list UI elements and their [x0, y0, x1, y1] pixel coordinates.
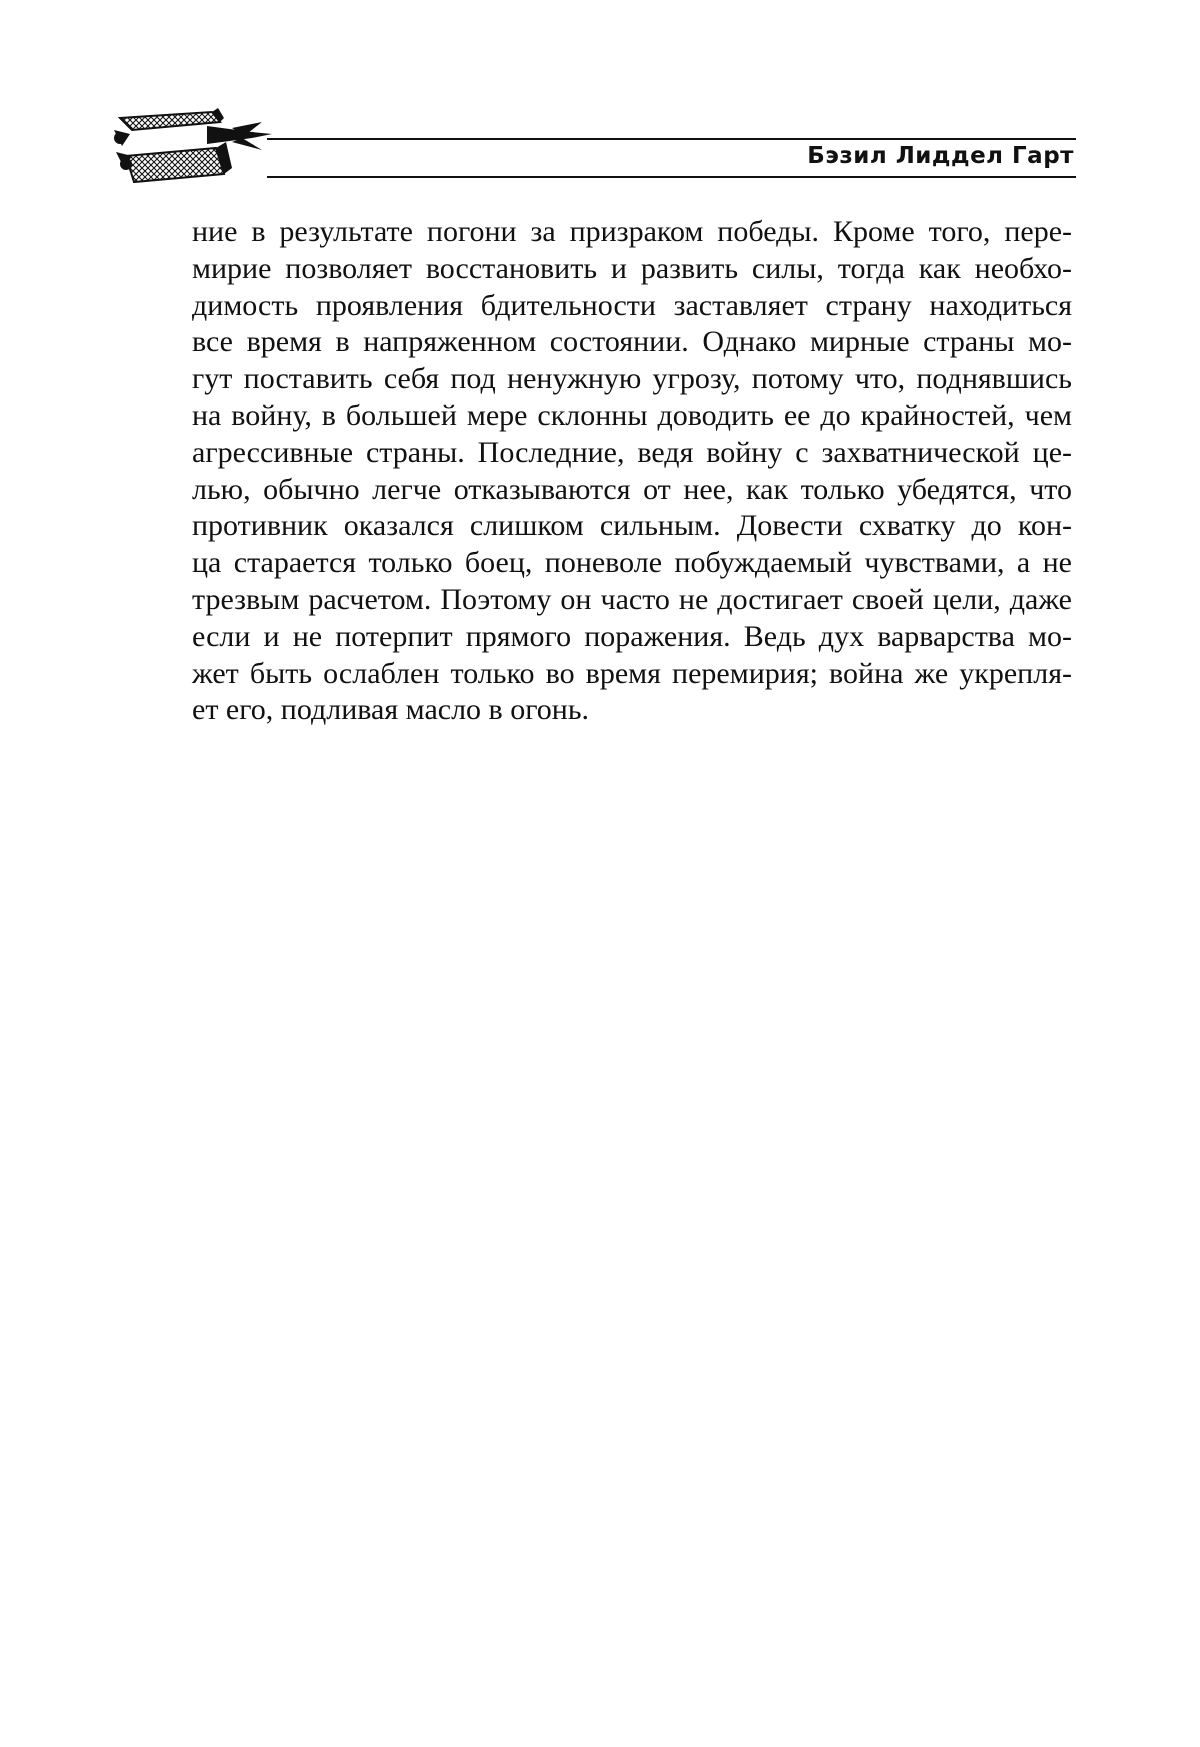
text-line: ца старается только боец, поневоле побуждаемый чувствами, а не — [192, 546, 1072, 580]
text-line: мирие позволяет восстановить и развить силы, тогда как необхо- — [192, 251, 1072, 285]
text-line: гут поставить себя под ненужную угрозу, потому что, поднявшись — [192, 362, 1072, 396]
text-line: агрессивные страны. Последние, ведя войну с захватнической це- — [192, 435, 1072, 469]
text-line: ет его, подливая масло в огонь. — [192, 693, 590, 727]
text-line: трезвым расчетом. Поэтому он часто не достигает своей цели, даже — [192, 582, 1072, 616]
text-line: жет быть ослаблен только во время перемирия; война же укрепля- — [192, 656, 1072, 690]
text-line: если и не потерпит прямого поражения. Ведь дух варварства мо- — [192, 619, 1072, 653]
text-line: димость проявления бдительности заставляет страну находиться — [192, 288, 1072, 322]
text-line: все время в напряженном состоянии. Однако мирные страны мо- — [192, 325, 1072, 359]
text-line: ние в результате погони за призраком победы. Кроме того, пере- — [192, 215, 1072, 248]
text-line: противник оказался слишком сильным. Довести схватку до кон- — [192, 509, 1072, 543]
header-rule-top — [267, 138, 1076, 140]
crossed-swords-ornament-icon — [112, 108, 282, 206]
body-paragraph — [192, 214, 1072, 729]
page-header — [112, 108, 1076, 206]
running-head-author: Бэзил Лиддел Гарт — [807, 143, 1074, 169]
text-line: на войну, в большей мере склонны доводить ее до крайностей, чем — [192, 398, 1072, 432]
text-line: лью, обычно легче отказываются от нее, как только убедятся, что — [192, 472, 1072, 506]
header-rule-bottom — [267, 176, 1076, 178]
